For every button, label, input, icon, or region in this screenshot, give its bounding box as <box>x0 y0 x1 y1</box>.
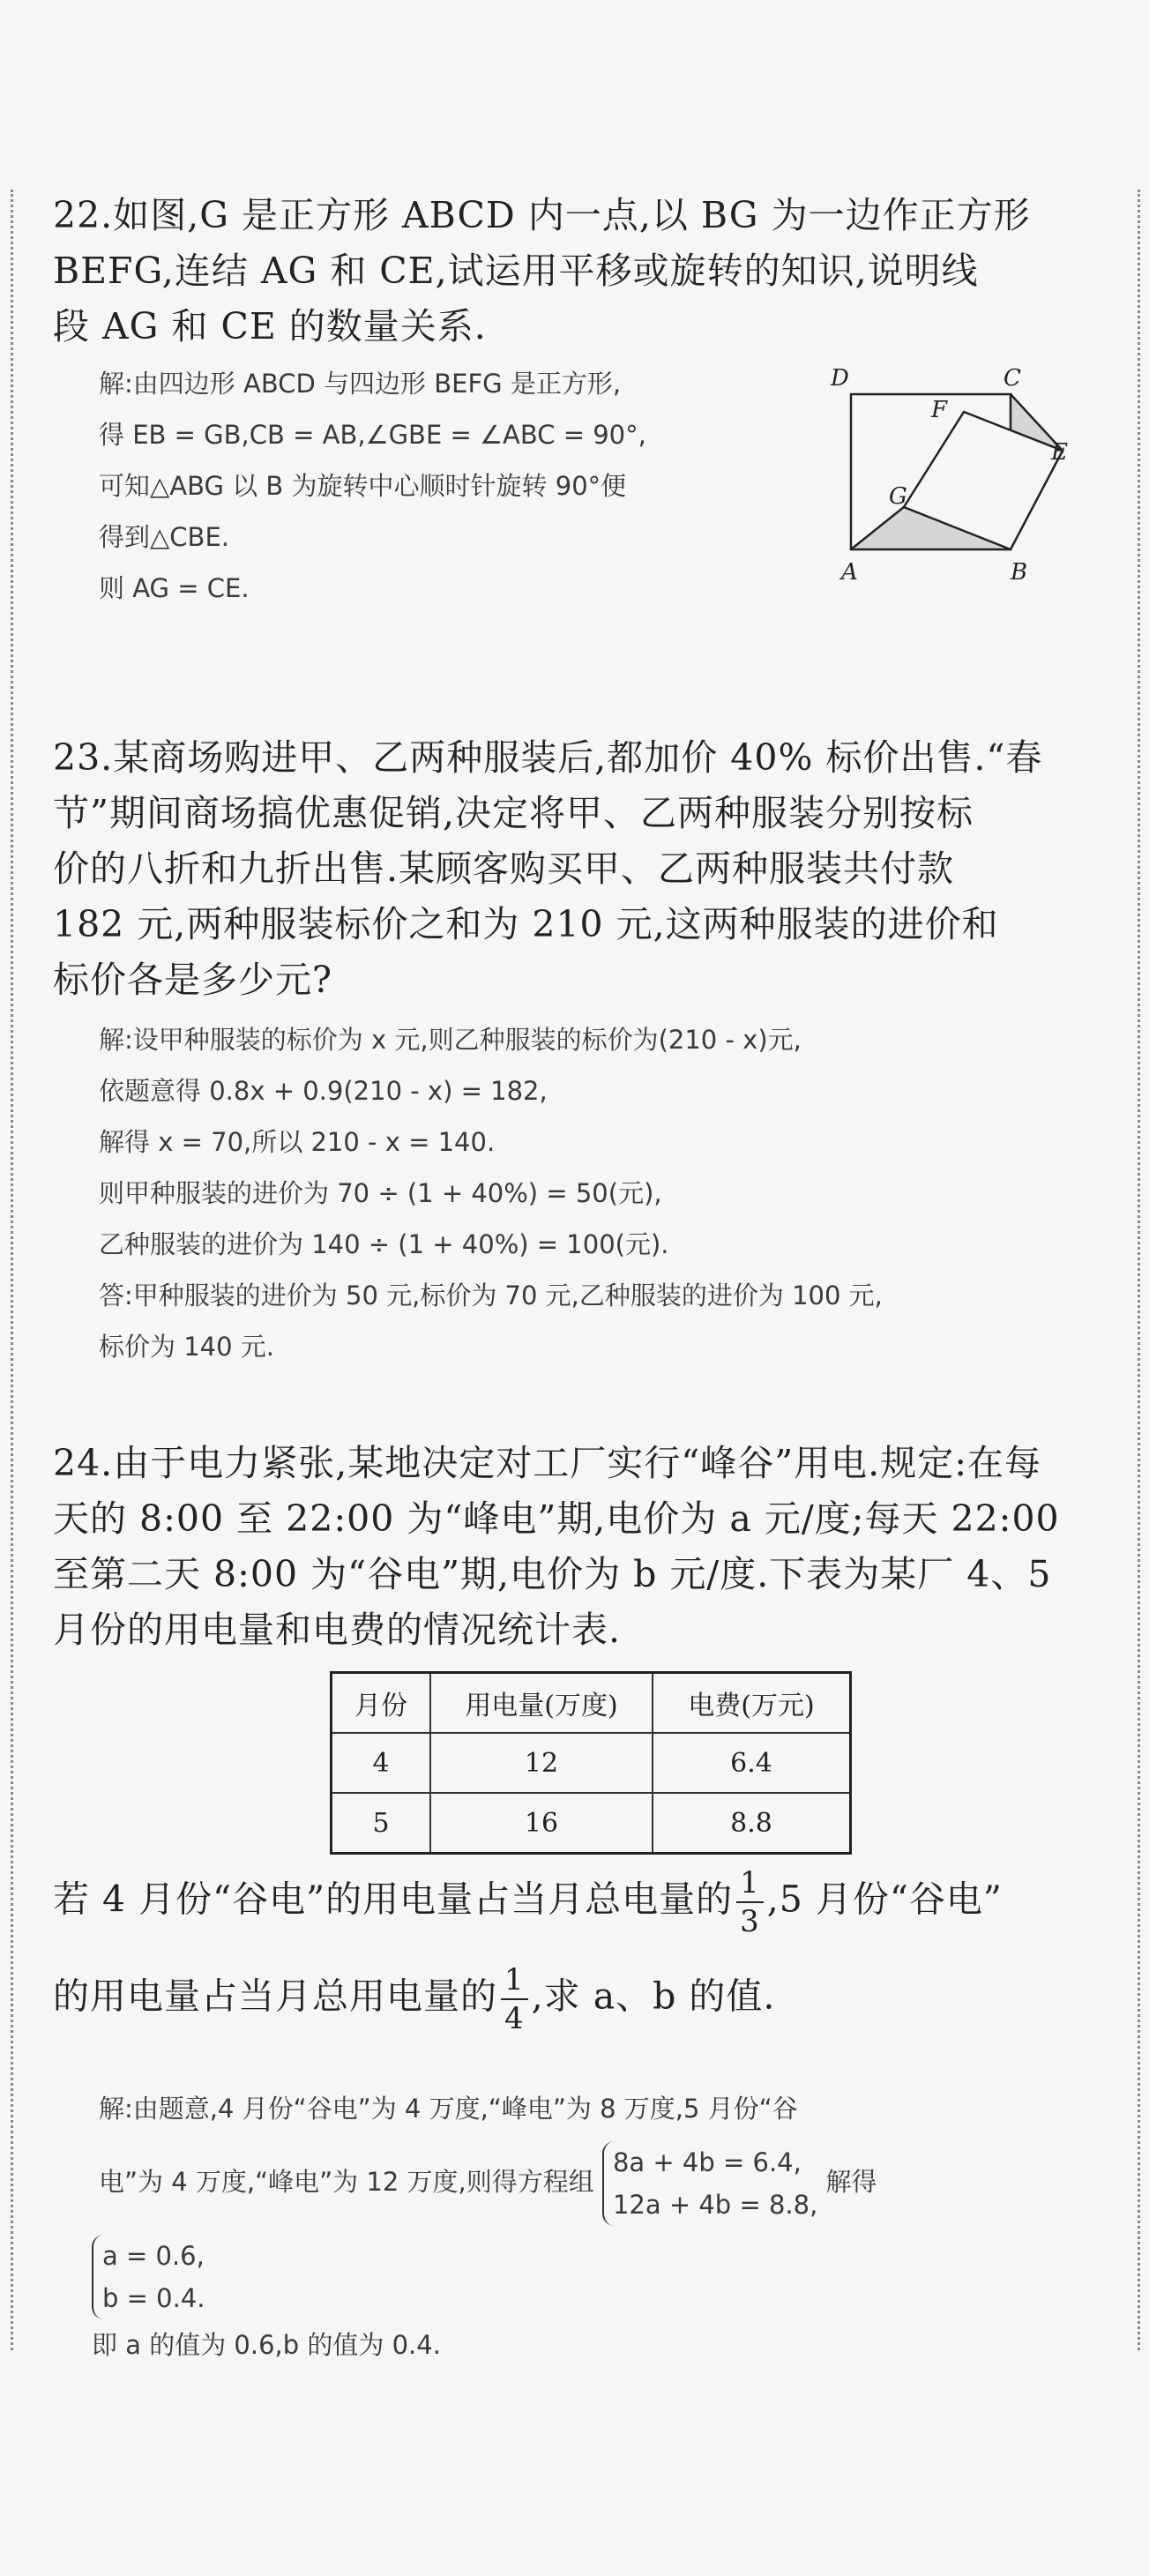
answer-line: 标价为 140 元. <box>99 1332 275 1362</box>
label-d: D <box>831 365 849 392</box>
question-text-line: 节”期间商场搞优惠促销,决定将甲、乙两种服装分别按标 <box>53 792 974 834</box>
table-header-cell: 电费(万元) <box>653 1673 851 1734</box>
answer-24 <box>92 2083 877 2371</box>
answer-line: 解:由题意,4 月份“谷电”为 4 万度,“峰电”为 8 万度,5 月份“谷 <box>99 2094 798 2124</box>
label-b: B <box>1011 559 1028 586</box>
question-text-line: 24.由于电力紧张,某地决定对工厂实行“峰谷”用电.规定:在每 <box>53 1442 1042 1484</box>
question-23 <box>53 730 1093 1008</box>
solution-system <box>92 2235 205 2319</box>
answer-line <box>99 2141 877 2226</box>
equation-system <box>602 2141 817 2226</box>
table-cell: 8.8 <box>653 1793 851 1854</box>
table-row <box>332 1793 851 1854</box>
answer-line: 则 AG = CE. <box>99 573 250 603</box>
answer-22 <box>99 358 646 614</box>
equation-line: 8a + 4b = 6.4, <box>612 2147 802 2177</box>
equation-line: 12a + 4b = 8.8, <box>612 2190 818 2220</box>
answer-line: 解得 x = 70,所以 210 - x = 140. <box>99 1127 496 1157</box>
question-24 <box>53 1436 1093 1658</box>
question-text-line: 段 AG 和 CE 的数量关系. <box>53 305 487 347</box>
answer-23 <box>99 1014 883 1372</box>
table-header-cell: 月份 <box>332 1673 431 1734</box>
solution-line: b = 0.4. <box>102 2283 205 2313</box>
left-margin-line <box>11 190 13 2350</box>
text-segment: 电”为 4 万度,“峰电”为 12 万度,则得方程组 <box>99 2167 594 2197</box>
question-text-line: 至第二天 8:00 为“谷电”期,电价为 b 元/度.下表为某厂 4、5 <box>53 1553 1052 1595</box>
fraction-numerator: 1 <box>736 1868 764 1903</box>
question-text-line <box>53 1962 1093 2062</box>
answer-line: 得到△CBE. <box>99 522 229 552</box>
answer-line <box>92 2235 877 2319</box>
question-text-line: 23.某商场购进甲、乙两种服装后,都加价 40% 标价出售.“春 <box>53 736 1043 779</box>
answer-line: 解:由四边形 ABCD 与四边形 BEFG 是正方形, <box>99 369 622 399</box>
text-segment: 的用电量占当月总用电量的 <box>53 1975 497 2018</box>
table-cell: 12 <box>430 1733 653 1793</box>
question-text-line: 天的 8:00 至 22:00 为“峰电”期,电价为 a 元/度;每天 22:00 <box>53 1497 1060 1540</box>
question-text-line: 标价各是多少元? <box>53 959 332 1001</box>
question-text-line: 22.如图,G 是正方形 ABCD 内一点,以 BG 为一边作正方形 <box>53 194 1031 236</box>
label-g: G <box>889 483 907 510</box>
label-c: C <box>1004 365 1021 392</box>
question-text-line: BEFG,连结 AG 和 CE,试运用平移或旋转的知识,说明线 <box>53 250 979 292</box>
question-text-line <box>53 1865 1093 1965</box>
table-header-row <box>332 1673 851 1734</box>
question-text-line: 182 元,两种服装标价之和为 210 元,这两种服装的进价和 <box>53 903 999 945</box>
fraction-denominator: 4 <box>504 2001 525 2036</box>
label-f: F <box>931 397 948 423</box>
answer-line: 解:设甲种服装的标价为 x 元,则乙种服装的标价为(210 - x)元, <box>99 1025 802 1055</box>
fraction-one-quarter <box>501 1962 528 2036</box>
text-segment: 解得 <box>825 2167 877 2197</box>
question-text-line: 月份的用电量和电费的情况统计表. <box>53 1609 622 1651</box>
answer-line: 则甲种服装的进价为 70 ÷ (1 + 40%) = 50(元), <box>99 1178 662 1208</box>
table-cell: 4 <box>332 1733 431 1793</box>
question-22 <box>53 188 1093 355</box>
solution-line: a = 0.6, <box>102 2241 205 2271</box>
answer-line: 即 a 的值为 0.6,b 的值为 0.4. <box>92 2330 441 2360</box>
fraction-numerator: 1 <box>501 1965 528 2000</box>
answer-line: 答:甲种服装的进价为 50 元,标价为 70 元,乙种服装的进价为 100 元, <box>99 1281 883 1310</box>
question-24-continued <box>53 1865 1093 2062</box>
answer-line: 得 EB = GB,CB = AB,∠GBE = ∠ABC = 90°, <box>99 420 646 450</box>
text-segment: ,求 a、b 的值. <box>531 1975 776 2018</box>
text-segment: 若 4 月份“谷电”的用电量占当月总电量的 <box>53 1878 734 1921</box>
table-cell: 6.4 <box>653 1733 851 1793</box>
square-rotation-figure <box>829 357 1093 595</box>
electricity-usage-table <box>330 1671 852 1855</box>
question-text-line: 价的八折和九折出售.某顾客购买甲、乙两种服装共付款 <box>53 847 955 890</box>
table-row <box>332 1733 851 1793</box>
label-e: E <box>1051 439 1068 466</box>
label-a: A <box>841 559 858 586</box>
fraction-one-third <box>736 1865 764 1939</box>
answer-line: 依题意得 0.8x + 0.9(210 - x) = 182, <box>99 1076 548 1106</box>
right-margin-line <box>1138 190 1140 2350</box>
fraction-denominator: 3 <box>740 1904 760 1939</box>
text-segment: ,5 月份“谷电” <box>766 1878 1003 1921</box>
answer-line: 乙种服装的进价为 140 ÷ (1 + 40%) = 100(元). <box>99 1229 669 1259</box>
table-header-cell: 用电量(万度) <box>430 1673 653 1734</box>
table-cell: 16 <box>430 1793 653 1854</box>
answer-line: 可知△ABG 以 B 为旋转中心顺时针旋转 90°便 <box>99 471 627 501</box>
table-cell: 5 <box>332 1793 431 1854</box>
